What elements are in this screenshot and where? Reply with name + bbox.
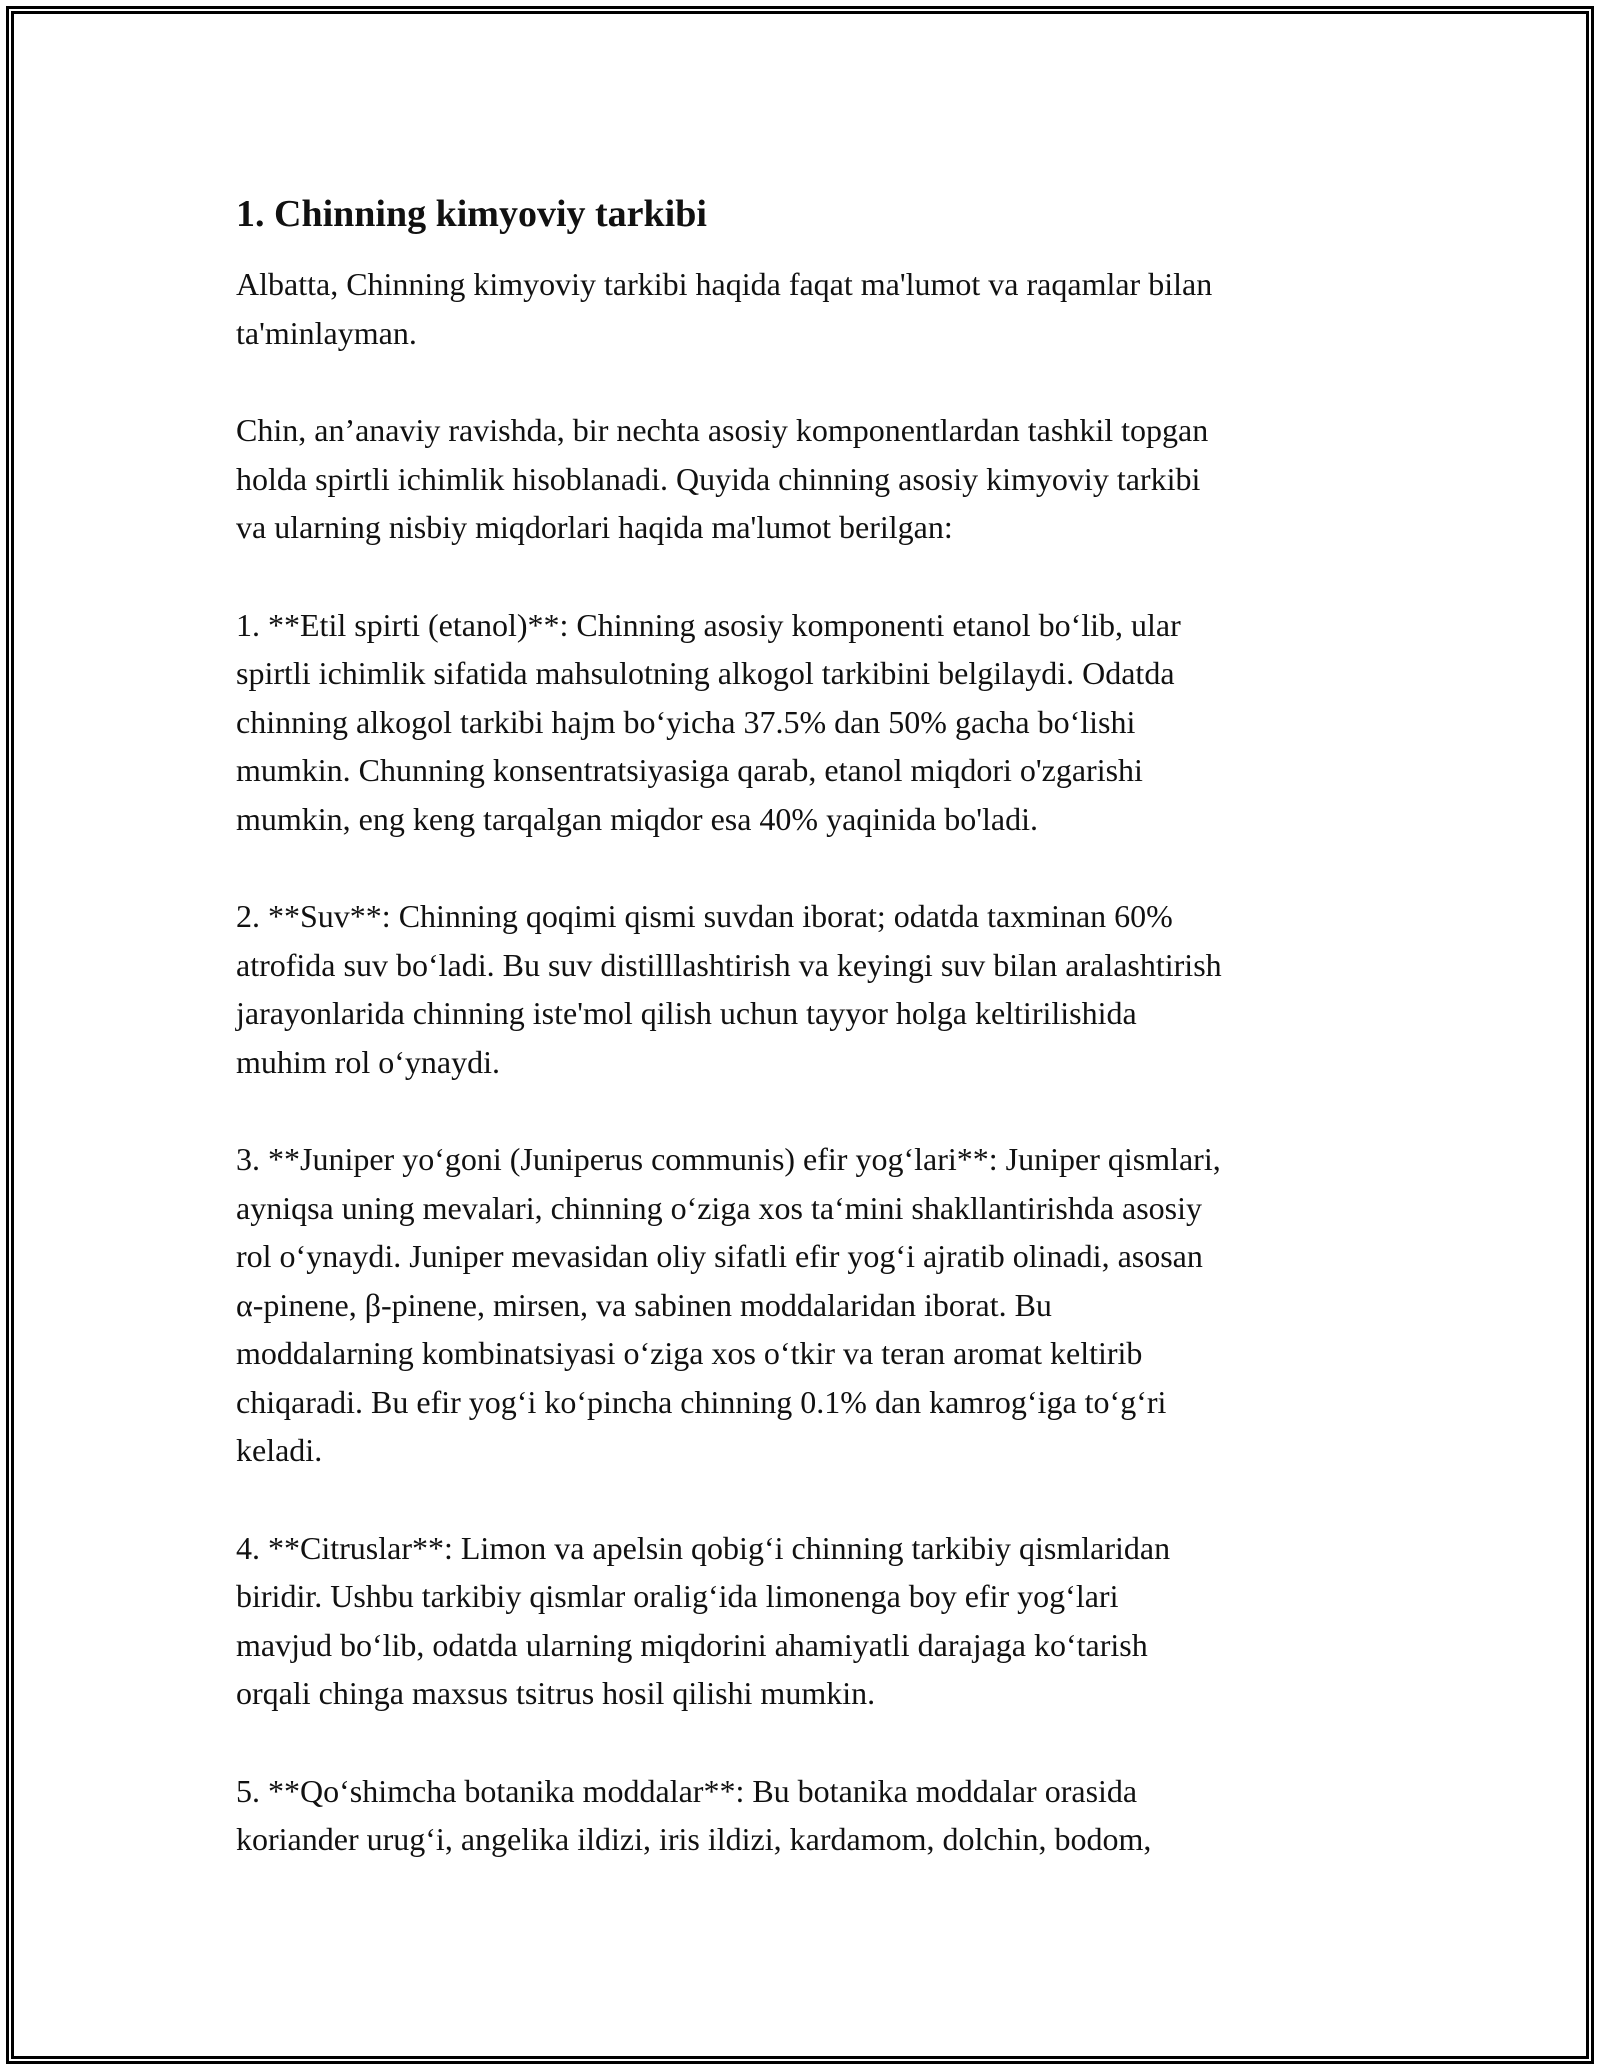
text-line: α-pinene, β-pinene, mirsen, va sabinen moddalaridan iborat. Bu — [236, 1286, 1052, 1323]
text-line: keladi. — [236, 1432, 323, 1468]
text-line: 1. **Etil spirti (etanol)**: Chinning asosiy komponenti etanol bo‘lib, ular — [236, 606, 1181, 643]
text-line: va ularning nisbiy miqdorlari haqida ma'lumot berilgan: — [236, 509, 953, 545]
text-line: holda spirtli ichimlik hisoblanadi. Quyida chinning asosiy kimyoviy tarkibi — [236, 460, 1201, 497]
text-line: mumkin. Chunning konsentratsiyasiga qarab, etanol miqdori o'zgarishi — [236, 752, 1143, 788]
text-line: 3. **Juniper yo‘goni (Juniperus communis) efir yog‘lari**: Juniper qismlari, — [236, 1141, 1221, 1177]
list-item-ethanol — [236, 601, 1386, 844]
text-line: 4. **Citruslar**: Limon va apelsin qobig‘i chinning tarkibiy qismlaridan — [236, 1529, 1171, 1566]
text-line: mumkin, eng keng tarqalgan miqdor esa 40% yaqinida bo'ladi. — [236, 800, 1039, 837]
text-line: jarayonlarida chinning iste'mol qilish uchun tayyor holga keltirilishida — [236, 995, 1137, 1031]
text-line: spirtli ichimlik sifatida mahsulotning alkogol tarkibini belgilaydi. Odatda — [236, 655, 1175, 691]
text-line: mavjud bo‘lib, odatda ularning miqdorini ahamiyatli darajaga ko‘tarish — [236, 1626, 1148, 1663]
text-line: rol o‘ynaydi. Juniper mevasidan oliy sifatli efir yog‘i ajratib olinadi, asosan — [236, 1238, 1203, 1274]
document-body — [236, 186, 1386, 1913]
text-line: biridir. Ushbu tarkibiy qismlar oralig‘ida limonenga boy efir yog‘lari — [236, 1578, 1119, 1614]
text-line: ayniqsa uning mevalari, chinning o‘ziga xos ta‘mini shakllantirishda asosiy — [236, 1189, 1203, 1226]
text-line: chiqaradi. Bu efir yog‘i ko‘pincha chinning 0.1% dan kamrog‘iga to‘g‘ri — [236, 1383, 1167, 1420]
list-item-water — [236, 892, 1386, 1086]
text-line: 2. **Suv**: Chinning qoqimi qismi suvdan iborat; odatda taxminan 60% — [236, 898, 1173, 934]
page-title: 1. Chinning kimyoviy tarkibi — [236, 193, 707, 235]
text-line: orqali chinga maxsus tsitrus hosil qilishi mumkin. — [236, 1675, 876, 1711]
text-line: Chin, an’anaviy ravishda, bir nechta asosiy komponentlardan tashkil topgan — [236, 412, 1209, 448]
text-line: 5. **Qo‘shimcha botanika moddalar**: Bu botanika moddalar orasida — [236, 1772, 1138, 1809]
text-line: ta'minlayman. — [236, 314, 417, 351]
list-item-citrus — [236, 1524, 1386, 1718]
text-line: atrofida suv bo‘ladi. Bu suv distilllashtirish va keyingi suv bilan aralashtirish — [236, 946, 1222, 983]
text-line: koriander urug‘i, angelika ildizi, iris ildizi, kardamom, dolchin, bodom, — [236, 1821, 1152, 1857]
text-line: Albatta, Chinning kimyoviy tarkibi haqida faqat ma'lumot va raqamlar bilan — [236, 266, 1213, 302]
paragraph-overview — [236, 406, 1386, 552]
list-item-botanicals — [236, 1767, 1386, 1864]
text-line: moddalarning kombinatsiyasi o‘ziga xos o‘tkir va teran aromat keltirib — [236, 1335, 1143, 1371]
text-line: muhim rol o‘ynaydi. — [236, 1043, 500, 1080]
paragraph-intro — [236, 260, 1386, 357]
list-item-juniper — [236, 1135, 1386, 1475]
text-line: chinning alkogol tarkibi hajm bo‘yicha 37.5% dan 50% gacha bo‘lishi — [236, 703, 1136, 740]
